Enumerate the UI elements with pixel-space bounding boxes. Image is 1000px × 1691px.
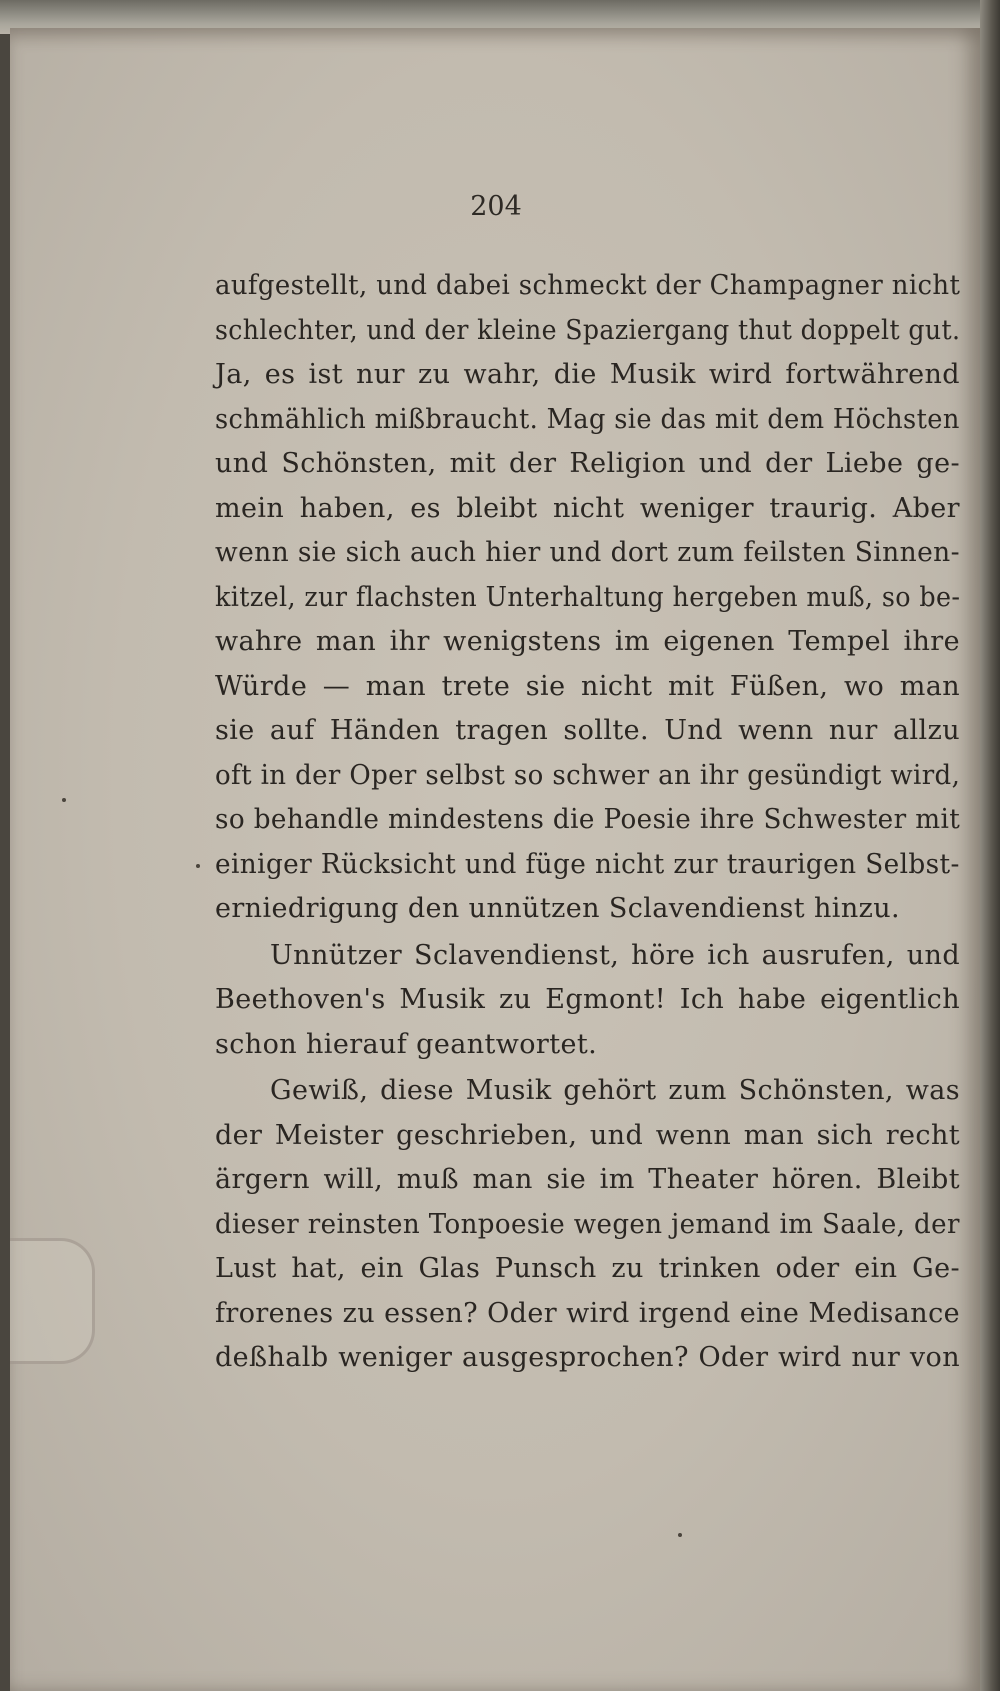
text-line: und Schönsten, mit der Religion und der Liebe ge-	[215, 448, 960, 479]
text-line: kitzel, zur flachsten Unterhaltung hergeben muß, so be-	[215, 581, 961, 613]
text-line: Lust hat, ein Glas Punsch zu trinken oder ein Ge-	[215, 1253, 960, 1284]
text-line: oft in der Oper selbst so schwer an ihr gesündigt wird,	[215, 759, 961, 791]
page-right-edge	[980, 0, 1000, 1691]
paper-speck	[196, 864, 200, 868]
binding-clip	[10, 1238, 95, 1364]
text-line: dieser reinsten Tonpoesie wegen jemand im Saale, der	[215, 1208, 960, 1240]
text-line: schon hierauf geantwortet.	[215, 1028, 598, 1060]
page-number: 204	[470, 191, 522, 222]
paper-speck	[678, 1533, 682, 1537]
text-line: mein haben, es bleibt nicht weniger traurig. Aber	[215, 492, 960, 524]
text-line: wahre man ihr wenigstens im eigenen Tempel ihre	[215, 626, 960, 657]
text-line: erniedrigung den unnützen Sclavendienst hinzu.	[215, 893, 901, 924]
body-text	[215, 264, 960, 1381]
text-line: der Meister geschrieben, und wenn man sich recht	[215, 1119, 960, 1151]
text-line: Ja, es ist nur zu wahr, die Musik wird fortwährend	[215, 359, 960, 390]
text-line: aufgestellt, und dabei schmeckt der Champagner nicht	[215, 270, 961, 301]
paper-speck	[62, 798, 66, 802]
text-line: deßhalb weniger ausgesprochen? Oder wird nur von	[215, 1342, 960, 1373]
text-line: Unnützer Sclavendienst, höre ich ausrufen, und	[270, 939, 960, 971]
text-line: Beethoven's Musik zu Egmont! Ich habe eigentlich	[215, 984, 960, 1015]
text-line: sie auf Händen tragen sollte. Und wenn nur allzu	[215, 715, 960, 746]
book-page	[10, 28, 982, 1691]
text-line: frorenes zu essen? Oder wird irgend eine Medisance	[215, 1297, 960, 1329]
text-line: ärgern will, muß man sie im Theater hören. Bleibt	[215, 1164, 960, 1195]
text-line: wenn sie sich auch hier und dort zum feilsten Sinnen-	[215, 537, 960, 568]
text-line: so behandle mindestens die Poesie ihre Schwester mit	[215, 804, 961, 835]
text-line: schmählich mißbraucht. Mag sie das mit dem Höchsten	[215, 403, 960, 435]
text-line: einiger Rücksicht und füge nicht zur traurigen Selbst-	[215, 848, 960, 880]
text-line: schlechter, und der kleine Spaziergang thut doppelt gut.	[215, 314, 961, 346]
text-line: Gewiß, diese Musik gehört zum Schönsten, was	[270, 1075, 960, 1106]
text-line: Würde — man trete sie nicht mit Füßen, wo man	[215, 670, 960, 702]
